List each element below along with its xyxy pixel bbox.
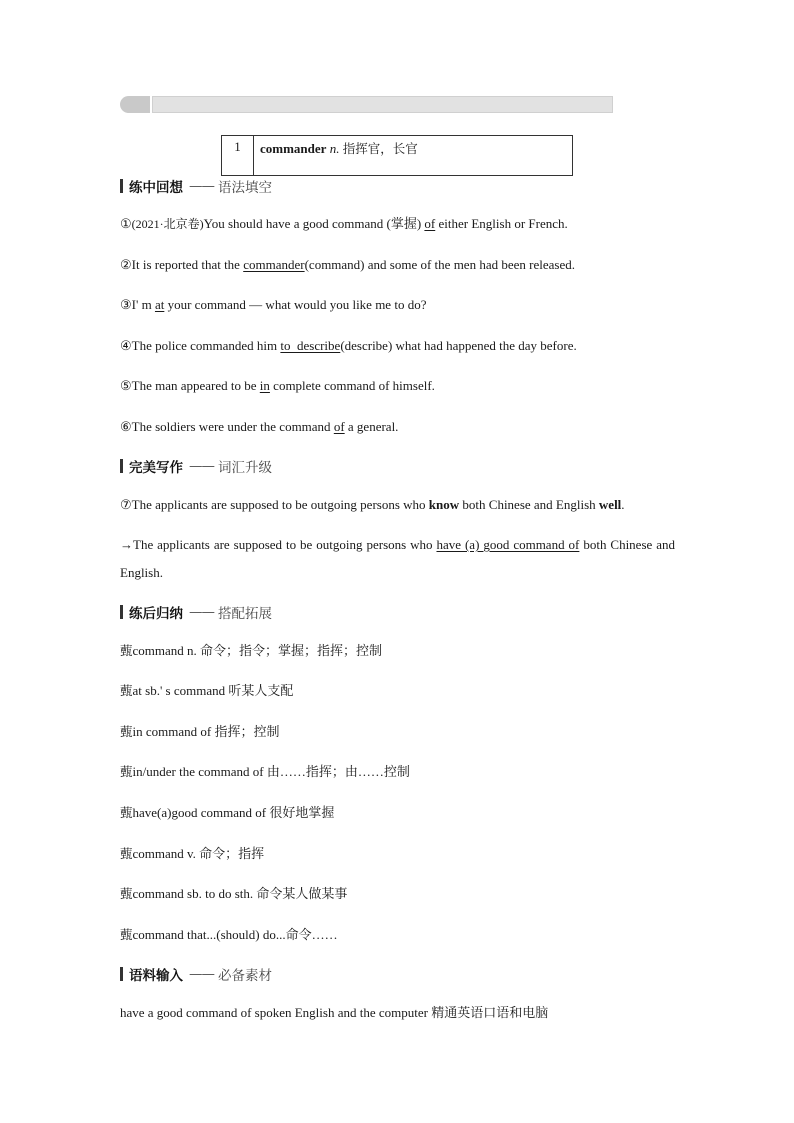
- section-heading-recall: [120, 176, 272, 196]
- exercise-text: You should have a good command (掌握): [203, 216, 425, 231]
- exercise-text: It is reported that the: [131, 257, 244, 272]
- writing-keyword: well: [598, 497, 622, 512]
- arrow-icon: →: [120, 537, 133, 552]
- word-box: [221, 135, 573, 176]
- writing-number: ⑦: [120, 497, 132, 512]
- writing-answer: have (a) good command of: [436, 537, 580, 552]
- section-subtitle: 必备素材: [218, 968, 272, 984]
- writing-text: both Chinese and English.: [120, 537, 676, 580]
- bullet-icon: 薽: [120, 805, 133, 820]
- exercise-2: [120, 255, 675, 275]
- exercise-answer: to describe: [280, 338, 341, 353]
- collocation-text: in/under the command of 由……指挥；由……控制: [132, 764, 410, 779]
- section-marker: [120, 179, 123, 193]
- header-bar: [120, 96, 613, 113]
- material-sentence: have a good command of spoken English and the computer 精通英语口语和电脑: [120, 1005, 549, 1020]
- section-subtitle: 词汇升级: [218, 460, 272, 476]
- collocation-text: command v. 命令；指挥: [132, 846, 265, 861]
- exercise-answer: of: [333, 419, 345, 434]
- section-title: 语料输入: [129, 968, 183, 984]
- word-number: 1: [222, 136, 254, 175]
- exercise-text: The soldiers were under the command: [131, 419, 334, 434]
- collocation-text: at sb.' s command 听某人支配: [132, 683, 294, 698]
- exercise-number: ③: [120, 297, 132, 312]
- header-bar-track: [152, 96, 613, 113]
- writing-text: both Chinese and English: [459, 497, 599, 512]
- collocation-text: command sb. to do sth. 命令某人做某事: [132, 886, 348, 901]
- section-dash: ——: [189, 604, 214, 620]
- writing-rewrite: [120, 531, 675, 587]
- exercise-4: [120, 336, 675, 356]
- section-subtitle: 语法填空: [218, 180, 272, 196]
- writing-text: The applicants are supposed to be outgoing persons who: [131, 497, 429, 512]
- section-subtitle: 搭配拓展: [218, 606, 272, 622]
- writing-original: [120, 495, 675, 515]
- bullet-icon: 薽: [120, 886, 133, 901]
- collocation-item: [120, 762, 675, 782]
- section-title: 完美写作: [129, 460, 183, 476]
- exercise-text: The police commanded him: [131, 338, 281, 353]
- writing-keyword: know: [428, 497, 460, 512]
- section-marker: [120, 459, 123, 473]
- exercise-text: a general.: [344, 419, 399, 434]
- section-dash: ——: [189, 966, 214, 982]
- section-heading-collocation: [120, 602, 272, 622]
- writing-text: The applicants are supposed to be outgoing persons who: [133, 537, 437, 552]
- exercise-text: either English or French.: [435, 216, 568, 231]
- section-marker: [120, 605, 123, 619]
- exercise-6: [120, 417, 675, 437]
- exercise-text: (command) and some of the men had been released.: [304, 257, 575, 272]
- exercise-answer: at: [154, 297, 165, 312]
- exercise-answer: in: [259, 378, 270, 393]
- bullet-icon: 薽: [120, 643, 133, 658]
- exercise-text: (describe) what had happened the day before.: [340, 338, 577, 353]
- collocation-text: command n. 命令；指令；掌握；指挥；控制: [132, 643, 383, 658]
- exercise-text: your command — what would you like me to do?: [164, 297, 427, 312]
- exercise-number: ②: [120, 257, 132, 272]
- word-entry: [254, 136, 418, 175]
- bullet-icon: 薽: [120, 683, 133, 698]
- collocation-item: [120, 925, 675, 945]
- section-title: 练中回想: [129, 180, 183, 196]
- exercise-3: [120, 295, 675, 315]
- collocation-text: have(a)good command of 很好地掌握: [132, 805, 335, 820]
- section-heading-material: [120, 964, 272, 984]
- exercise-answer: commander: [243, 257, 305, 272]
- collocation-text: command that...(should) do...命令……: [132, 927, 338, 942]
- collocation-item: [120, 641, 675, 661]
- collocation-text: in command of 指挥；控制: [132, 724, 280, 739]
- section-dash: ——: [189, 178, 214, 194]
- section-dash: ——: [189, 458, 214, 474]
- exercise-text: complete command of himself.: [269, 378, 435, 393]
- exercise-number: ④: [120, 338, 132, 353]
- exercise-number: ①: [120, 216, 132, 231]
- collocation-item: [120, 884, 675, 904]
- word-pos: n.: [329, 141, 340, 156]
- exercise-number: ⑥: [120, 419, 132, 434]
- word-headword: commander: [260, 141, 327, 156]
- section-title: 练后归纳: [129, 606, 183, 622]
- bullet-icon: 薽: [120, 846, 133, 861]
- collocation-item: [120, 722, 675, 742]
- writing-text: .: [621, 497, 625, 512]
- section-heading-writing: [120, 456, 272, 476]
- bullet-icon: 薽: [120, 927, 133, 942]
- exercise-text: I' m: [131, 297, 155, 312]
- collocation-item: [120, 681, 675, 701]
- word-meaning: 指挥官，长官: [342, 141, 418, 156]
- section-marker: [120, 967, 123, 981]
- bullet-icon: 薽: [120, 764, 133, 779]
- exercise-number: ⑤: [120, 378, 132, 393]
- exercise-5: [120, 376, 675, 396]
- exercise-answer: of: [424, 216, 436, 231]
- bullet-icon: 薽: [120, 724, 133, 739]
- exercise-1: [120, 214, 675, 234]
- collocation-item: [120, 803, 675, 823]
- collocation-item: [120, 844, 675, 864]
- exercise-text: The man appeared to be: [131, 378, 260, 393]
- header-bar-tab: [120, 96, 150, 113]
- exercise-source: (2021·北京卷): [131, 217, 204, 231]
